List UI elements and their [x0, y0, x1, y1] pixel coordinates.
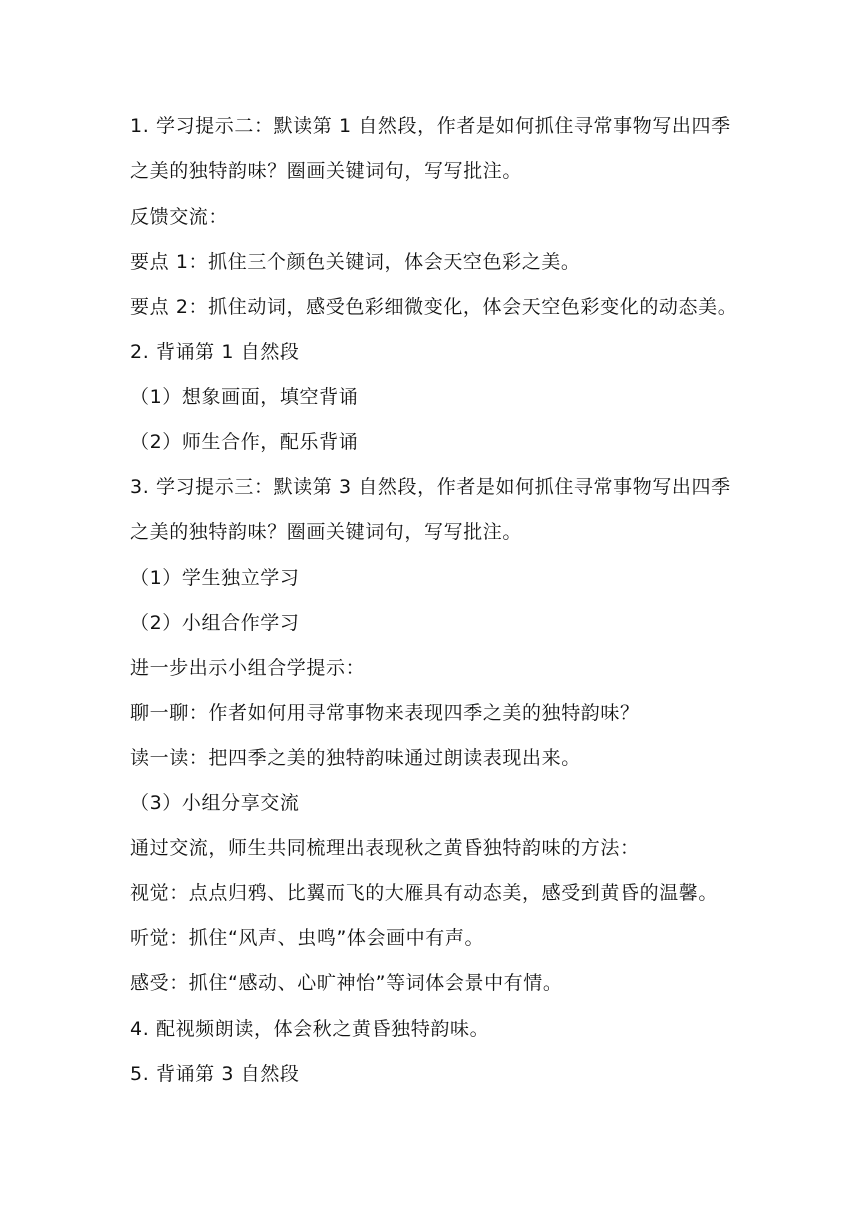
text-line: （2）小组合作学习 — [130, 612, 300, 634]
text-line: 1. 学习提示二：默读第 1 自然段，作者是如何抓住寻常事物写出四季 — [130, 115, 731, 137]
text-line: 3. 学习提示三：默读第 3 自然段，作者是如何抓住寻常事物写出四季 — [130, 476, 731, 498]
text-line: 读一读：把四季之美的独特韵味通过朗读表现出来。 — [130, 747, 581, 769]
text-line: 聊一聊：作者如何用寻常事物来表现四季之美的独特韵味？ — [130, 702, 640, 724]
text-line: 之美的独特韵味？圈画关键词句，写写批注。 — [130, 160, 523, 182]
text-line: 要点 1：抓住三个颜色关键词，体会天空色彩之美。 — [130, 251, 581, 273]
text-line: 2. 背诵第 1 自然段 — [130, 341, 300, 363]
text-line: 反馈交流： — [130, 206, 229, 228]
text-line: 视觉：点点归鸦、比翼而飞的大雁具有动态美，感受到黄昏的温馨。 — [130, 882, 719, 904]
text-line: 5. 背诵第 3 自然段 — [130, 1063, 300, 1085]
text-line: 要点 2：抓住动词，感受色彩细微变化，体会天空色彩变化的动态美。 — [130, 296, 738, 318]
text-line: （1）想象画面，填空背诵 — [130, 386, 359, 408]
text-line: 通过交流，师生共同梳理出表现秋之黄昏独特韵味的方法： — [130, 837, 640, 859]
text-line: 感受：抓住“感动、心旷神怡”等词体会景中有情。 — [130, 972, 563, 994]
text-line: （2）师生合作，配乐背诵 — [130, 431, 359, 453]
text-line: （1）学生独立学习 — [130, 567, 300, 589]
text-line: 听觉：抓住“风声、虫鸣”体会画中有声。 — [130, 927, 485, 949]
text-line: 进一步出示小组合学提示： — [130, 657, 366, 679]
text-line: 之美的独特韵味？圈画关键词句，写写批注。 — [130, 521, 523, 543]
text-line: （3）小组分享交流 — [130, 792, 300, 814]
text-line: 4. 配视频朗读，体会秋之黄昏独特韵味。 — [130, 1018, 490, 1040]
